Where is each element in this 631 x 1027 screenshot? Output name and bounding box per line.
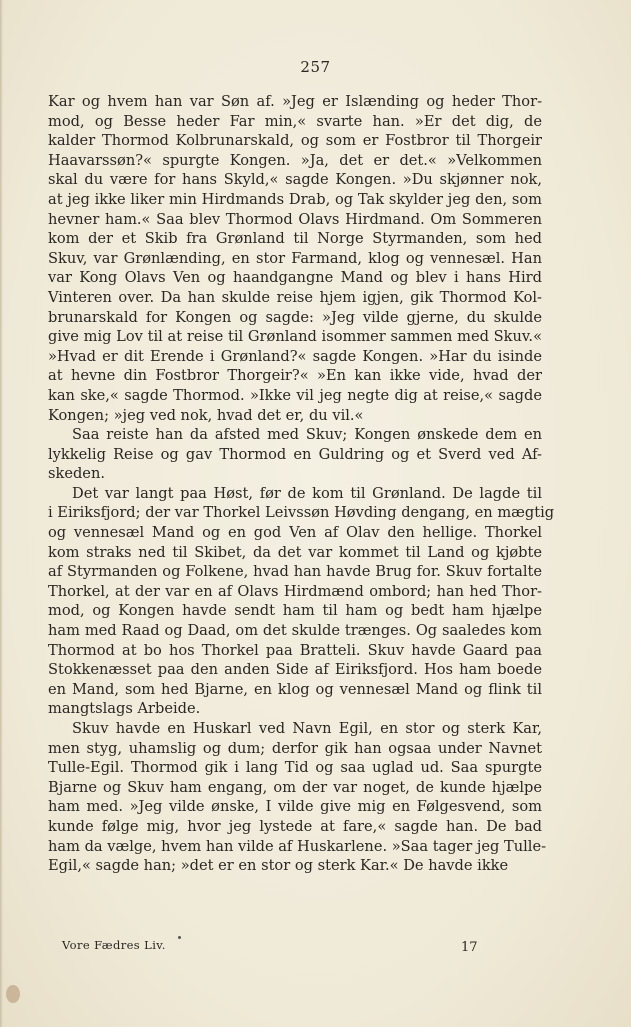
page-number: 257 bbox=[300, 58, 331, 76]
text-line: skeden. bbox=[48, 465, 105, 483]
text-line: kalder Thormod Kolbrunarskald, og som er Fostbror til Thorgeir bbox=[48, 132, 542, 150]
footer-signature: Vore Fædres Liv. bbox=[62, 938, 166, 952]
text-line: Thorkel, at der var en af Olavs Hirdmænd ombord; han hed Thor- bbox=[48, 582, 542, 600]
text-line: mod, og Besse heder Far min,« svarte han. »Er det dig, de bbox=[48, 112, 542, 130]
text-line: ham da vælge, hvem han vilde af Huskarlene. »Saa tager jeg Tulle- bbox=[48, 837, 547, 855]
text-line: Saa reiste han da afsted med Skuv; Kongen ønskede dem en bbox=[72, 426, 542, 444]
text-line: Thormod at bo hos Thorkel paa Bratteli. Skuv havde Gaard paa bbox=[48, 641, 542, 659]
text-line: Skuv, var Grønlænding, en stor Farmand, klog og vennesæl. Han bbox=[48, 249, 542, 267]
text-line: Egil,« sagde han; »det er en stor og sterk Kar.« De havde ikke bbox=[48, 857, 509, 875]
text-line: Tulle-Egil. Thormod gik i lang Tid og saa uglad ud. Saa spurgte bbox=[48, 759, 542, 777]
text-line: »Hvad er dit Erende i Grønland?« sagde Kongen. »Har du isinde bbox=[48, 347, 542, 365]
paragraph bbox=[48, 719, 547, 876]
text-line: Det var langt paa Høst, før de kom til Grønland. De lagde til bbox=[72, 484, 542, 502]
text-line: i Eiriksfjord; der var Thorkel Leivssøn Høvding dengang, en mægtig bbox=[48, 504, 555, 522]
text-line: ham med Raad og Daad, om det skulde trænges. Og saaledes kom bbox=[48, 622, 542, 640]
text-line: skal du være for hans Skyld,« sagde Kongen. »Du skjønner nok, bbox=[48, 171, 542, 189]
paragraph bbox=[48, 92, 542, 425]
text-line: Bjarne og Skuv ham engang, om der var noget, de kunde hjælpe bbox=[48, 778, 542, 796]
text-line: Vinteren over. Da han skulde reise hjem igjen, gik Thormod Kol- bbox=[48, 288, 542, 306]
text-line: kom der et Skib fra Grønland til Norge Styrmanden, som hed bbox=[48, 230, 542, 248]
text-line: mangtslags Arbeide. bbox=[48, 700, 201, 718]
paper-stain bbox=[6, 985, 20, 1003]
text-line: brunarskald for Kongen og sagde: »Jeg vilde gjerne, du skulde bbox=[48, 308, 542, 326]
text-line: Kongen; »jeg ved nok, hvad det er, du vil.« bbox=[48, 406, 364, 424]
text-line: var Kong Olavs Ven og haandgangne Mand og blev i hans Hird bbox=[48, 269, 542, 287]
text-line: Haavarssøn?« spurgte Kongen. »Ja, det er det.« »Velkommen bbox=[48, 151, 542, 169]
page-edge-shadow bbox=[0, 0, 3, 1027]
text-line: at jeg ikke liker min Hirdmands Drab, og Tak skylder jeg den, som bbox=[48, 190, 542, 208]
text-line: ham med. »Jeg vilde ønske, I vilde give mig en Følgesvend, som bbox=[48, 798, 542, 816]
footer-sheet-number: 17 bbox=[461, 940, 478, 955]
text-line: og vennesæl Mand og en god Ven af Olav den hellige. Thorkel bbox=[48, 524, 542, 542]
text-line: lykkelig Reise og gav Thormod en Guldring og et Sverd ved Af- bbox=[48, 445, 542, 463]
text-line: kan ske,« sagde Thormod. »Ikke vil jeg negte dig at reise,« sagde bbox=[48, 386, 542, 404]
text-line: men styg, uhamslig og dum; derfor gik han ogsaa under Navnet bbox=[48, 739, 542, 757]
text-line: en Mand, som hed Bjarne, en klog og vennesæl Mand og flink til bbox=[48, 680, 542, 698]
text-line: mod, og Kongen havde sendt ham til ham og bedt ham hjælpe bbox=[48, 602, 542, 620]
text-line: kunde følge mig, hvor jeg lystede at fare,« sagde han. De bad bbox=[48, 817, 542, 835]
text-line: give mig Lov til at reise til Grønland isommer sammen med Skuv.« bbox=[48, 328, 542, 346]
text-line: Stokkenæsset paa den anden Side af Eiriksfjord. Hos ham boede bbox=[48, 661, 542, 679]
paper-speck bbox=[178, 936, 181, 939]
body-text bbox=[48, 92, 555, 876]
paragraph bbox=[48, 484, 555, 719]
text-line: af Styrmanden og Folkene, hvad han havde Brug for. Skuv fortalte bbox=[48, 563, 542, 581]
paragraph bbox=[48, 425, 542, 484]
text-line: kom straks ned til Skibet, da det var kommet til Land og kjøbte bbox=[48, 543, 542, 561]
text-line: hevner ham.« Saa blev Thormod Olavs Hirdmand. Om Sommeren bbox=[48, 210, 542, 228]
text-line: at hevne din Fostbror Thorgeir?« »En kan ikke vide, hvad der bbox=[48, 367, 542, 385]
text-line: Kar og hvem han var Søn af. »Jeg er Islænding og heder Thor- bbox=[48, 93, 542, 110]
text-line: Skuv havde en Huskarl ved Navn Egil, en stor og sterk Kar, bbox=[72, 720, 542, 737]
